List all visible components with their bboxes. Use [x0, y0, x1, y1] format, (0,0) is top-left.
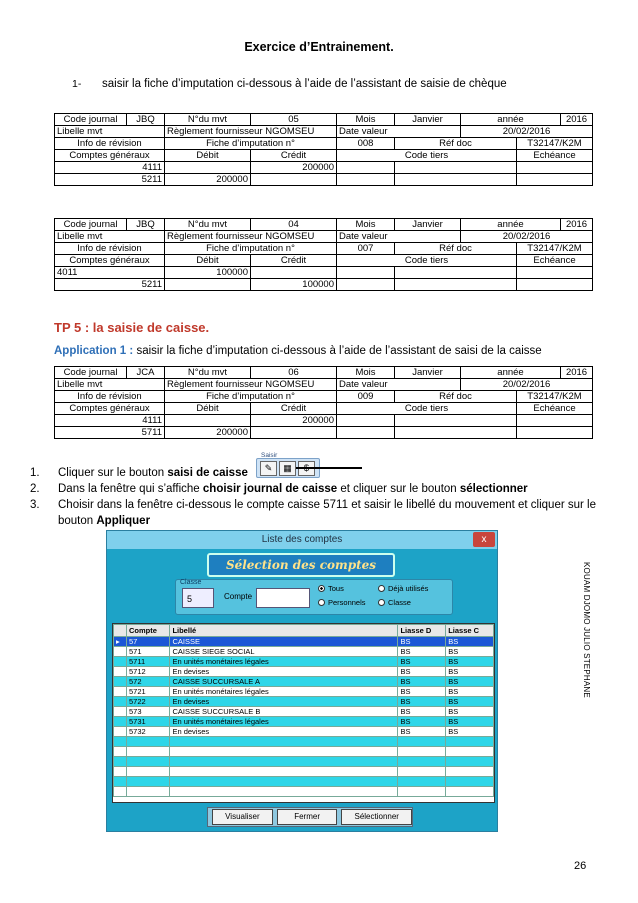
- fiche-cell: Code tiers: [337, 403, 517, 415]
- account-cell: 573: [127, 707, 170, 717]
- fiche-cell: Mois: [337, 114, 395, 126]
- step-number: 1.: [30, 467, 40, 479]
- empty-cell: [127, 757, 170, 767]
- fiche-cell: Crédit: [251, 403, 337, 415]
- fiche-cell: [517, 415, 593, 427]
- fiche-cell: 04: [251, 219, 337, 231]
- fiche-cell: Crédit: [251, 150, 337, 162]
- account-row[interactable]: [114, 687, 494, 697]
- empty-cell: [446, 757, 494, 767]
- filter-panel: [175, 579, 453, 615]
- page-title: Exercice d’Entrainement.: [244, 40, 394, 54]
- toolbar-label: Saisir: [261, 452, 278, 459]
- fiche-cell: Comptes généraux: [55, 403, 165, 415]
- fiche-row: [55, 150, 593, 162]
- fiche-cell: année: [461, 219, 561, 231]
- fiche-cell: [337, 162, 395, 174]
- account-row[interactable]: [114, 707, 494, 717]
- fiche-cell: JBQ: [127, 114, 165, 126]
- radio-label: Classe: [388, 598, 411, 607]
- fiche-cell: année: [461, 367, 561, 379]
- account-cell: 5731: [127, 717, 170, 727]
- fiche-cell: Crédit: [251, 255, 337, 267]
- fiche-row: [55, 219, 593, 231]
- account-cell: BS: [446, 717, 494, 727]
- fiche-row: [55, 255, 593, 267]
- step-text: Choisir dans la fenêtre ci-dessous le compte caisse 5711 et saisir le libellé du mouvement et cliquer sur le bouton: [58, 499, 596, 527]
- empty-cell: [170, 767, 398, 777]
- step-bold: saisi de caisse: [167, 467, 248, 479]
- grid-header: [114, 625, 494, 637]
- account-cell: 571: [127, 647, 170, 657]
- fiche-cell: 100000: [165, 267, 251, 279]
- fermer-button[interactable]: Fermer: [277, 809, 338, 825]
- empty-cell: [170, 787, 398, 797]
- account-cell: [114, 647, 127, 657]
- empty-cell: [398, 767, 446, 777]
- fiche-cell: JCA: [127, 367, 165, 379]
- empty-cell: [398, 757, 446, 767]
- classe-label: Classe: [180, 579, 202, 586]
- account-cell: 5732: [127, 727, 170, 737]
- empty-cell: [446, 767, 494, 777]
- fiche-cell: Règlement fournisseur NGOMSEU: [165, 379, 337, 391]
- fiche-cell: T32147/K2M: [517, 391, 593, 403]
- fiche-cell: [251, 267, 337, 279]
- fiche-cell: [337, 415, 395, 427]
- account-cell: [114, 687, 127, 697]
- radio-tous[interactable]: [318, 584, 344, 593]
- fiche-cell: 05: [251, 114, 337, 126]
- account-cell: En unités monétaires légales: [170, 657, 398, 667]
- step-text: Dans la fenêtre qui s’affiche: [58, 483, 203, 495]
- fiche-cell: [395, 267, 517, 279]
- step-text: Cliquer sur le bouton: [58, 467, 168, 479]
- account-row[interactable]: [114, 717, 494, 727]
- fiche-cell: Date valeur: [337, 231, 461, 243]
- fiche-cell: Mois: [337, 219, 395, 231]
- author-vertical-text: KOUAM DJOMO JULIO STEPHANE: [582, 562, 591, 698]
- account-cell: BS: [446, 697, 494, 707]
- account-cell: 572: [127, 677, 170, 687]
- fiche-cell: 200000: [165, 427, 251, 439]
- fiche-cell: Règlement fournisseur NGOMSEU: [165, 231, 337, 243]
- fiche-cell: 2016: [561, 114, 593, 126]
- account-row[interactable]: [114, 647, 494, 657]
- accounts-grid: [112, 623, 495, 803]
- fiche-cell: Fiche d’imputation n°: [165, 391, 337, 403]
- account-cell: BS: [446, 637, 494, 647]
- radio-label: Personnels: [328, 598, 366, 607]
- empty-row: [114, 777, 494, 787]
- account-cell: BS: [398, 707, 446, 717]
- fiche-cell: 5211: [55, 174, 165, 186]
- fiche-cell: [517, 267, 593, 279]
- fiche-cell: [337, 427, 395, 439]
- fiche-cell: 4011: [55, 267, 165, 279]
- empty-cell: [446, 747, 494, 757]
- fiche-cell: Comptes généraux: [55, 255, 165, 267]
- empty-cell: [127, 777, 170, 787]
- step-2: [30, 481, 600, 497]
- fiche-cell: Echéance: [517, 403, 593, 415]
- empty-cell: [114, 747, 127, 757]
- fiche-cell: 009: [337, 391, 395, 403]
- radio-label: Tous: [328, 584, 344, 593]
- fiche-cell: Code journal: [55, 219, 127, 231]
- account-cell: CAISSE SUCCURSALE B: [170, 707, 398, 717]
- fiche-row: [55, 243, 593, 255]
- fiche-cell: 5211: [55, 279, 165, 291]
- account-cell: BS: [446, 677, 494, 687]
- fiche-cell: N°du mvt: [165, 114, 251, 126]
- account-cell: BS: [398, 687, 446, 697]
- empty-row: [114, 747, 494, 757]
- fiche-row: [55, 114, 593, 126]
- fiche-row: [55, 162, 593, 174]
- fiche-cell: Code journal: [55, 367, 127, 379]
- fiche-cell: Info de révision: [55, 391, 165, 403]
- fiche-table-1: [54, 113, 593, 186]
- fiche-row: [55, 415, 593, 427]
- fiche-table-2: [54, 218, 593, 291]
- window-title: Liste des comptes: [107, 531, 497, 549]
- fiche-cell: 007: [337, 243, 395, 255]
- radio-perso[interactable]: [318, 598, 366, 607]
- fiche-cell: Echéance: [517, 150, 593, 162]
- account-cell: BS: [446, 727, 494, 737]
- fiche-cell: 20/02/2016: [461, 126, 593, 138]
- fiche-cell: Comptes généraux: [55, 150, 165, 162]
- account-cell: [114, 677, 127, 687]
- classe-input[interactable]: 5: [182, 588, 214, 608]
- account-cell: En devises: [170, 697, 398, 707]
- fiche-cell: Réf doc: [395, 138, 517, 150]
- fiche-cell: 008: [337, 138, 395, 150]
- account-cell: BS: [398, 637, 446, 647]
- fiche-cell: [251, 427, 337, 439]
- fiche-cell: 06: [251, 367, 337, 379]
- application-text: saisir la fiche d’imputation ci-dessous à l’aide de l’assistant de saisi de la caisse: [136, 345, 542, 357]
- fiche-cell: [337, 174, 395, 186]
- fiche-cell: 2016: [561, 367, 593, 379]
- fiche-cell: 20/02/2016: [461, 379, 593, 391]
- fiche-cell: Fiche d’imputation n°: [165, 243, 337, 255]
- fiche-cell: Réf doc: [395, 243, 517, 255]
- instruction-1: [72, 78, 507, 90]
- fiche-row: [55, 427, 593, 439]
- fiche-cell: [395, 279, 517, 291]
- account-cell: CAISSE SIEGE SOCIAL: [170, 647, 398, 657]
- account-cell: En unités monétaires légales: [170, 687, 398, 697]
- radio-dot-icon: [318, 585, 325, 592]
- step-text-2: et cliquer sur le bouton: [337, 483, 460, 495]
- radio-dot-icon: [378, 599, 385, 606]
- step-bold: choisir journal de caisse: [202, 483, 338, 495]
- register-icon[interactable]: ▦: [279, 461, 296, 476]
- step-number: 2.: [30, 483, 40, 495]
- fiche-row: [55, 138, 593, 150]
- fiche-cell: Débit: [165, 255, 251, 267]
- fiche-cell: 4111: [55, 415, 165, 427]
- radio-dot-icon: [378, 585, 385, 592]
- radio-dot-icon: [318, 599, 325, 606]
- empty-row: [114, 757, 494, 767]
- account-row[interactable]: [114, 697, 494, 707]
- fiche-row: [55, 391, 593, 403]
- accounts-window: [106, 530, 498, 832]
- empty-row: [114, 737, 494, 747]
- fiche-cell: JBQ: [127, 219, 165, 231]
- empty-cell: [398, 747, 446, 757]
- account-cell: BS: [398, 727, 446, 737]
- fiche-row: [55, 403, 593, 415]
- account-cell: BS: [446, 667, 494, 677]
- empty-cell: [170, 747, 398, 757]
- fiche-cell: 200000: [251, 415, 337, 427]
- account-cell: CAISSE: [170, 637, 398, 647]
- account-cell: BS: [398, 667, 446, 677]
- grid-header-cell: Liasse C: [446, 625, 494, 637]
- fiche-row: [55, 367, 593, 379]
- empty-cell: [170, 757, 398, 767]
- step-bold-2: sélectionner: [459, 483, 528, 495]
- account-cell: 5712: [127, 667, 170, 677]
- account-cell: BS: [446, 647, 494, 657]
- fiche-cell: Libelle mvt: [55, 126, 165, 138]
- empty-cell: [446, 777, 494, 787]
- fiche-cell: [517, 427, 593, 439]
- fiche-cell: [395, 427, 517, 439]
- empty-cell: [127, 767, 170, 777]
- account-cell: BS: [398, 717, 446, 727]
- account-cell: 5711: [127, 657, 170, 667]
- account-cell: BS: [398, 647, 446, 657]
- account-cell: [114, 667, 127, 677]
- fiche-cell: [395, 174, 517, 186]
- fiche-cell: Janvier: [395, 114, 461, 126]
- fiche-cell: [517, 279, 593, 291]
- fiche-cell: Date valeur: [337, 379, 461, 391]
- account-cell: [114, 697, 127, 707]
- step-number: 3.: [30, 499, 40, 511]
- instruction-text: saisir la fiche d’imputation ci-dessous à l’aide de l’assistant de saisie de chèque: [102, 78, 507, 90]
- fiche-cell: [395, 415, 517, 427]
- empty-cell: [170, 777, 398, 787]
- empty-row: [114, 787, 494, 797]
- empty-cell: [114, 767, 127, 777]
- fiche-cell: Code journal: [55, 114, 127, 126]
- grid-header-cell: Libellé: [170, 625, 398, 637]
- fiche-row: [55, 279, 593, 291]
- fiche-cell: 2016: [561, 219, 593, 231]
- window-buttons: [207, 807, 413, 827]
- account-row[interactable]: [114, 677, 494, 687]
- fiche-row: [55, 174, 593, 186]
- fiche-cell: Code tiers: [337, 150, 517, 162]
- account-cell: [114, 727, 127, 737]
- fiche-cell: [165, 279, 251, 291]
- fiche-cell: [165, 415, 251, 427]
- account-cell: 5722: [127, 697, 170, 707]
- fiche-cell: Janvier: [395, 219, 461, 231]
- fiche-cell: T32147/K2M: [517, 138, 593, 150]
- empty-cell: [446, 737, 494, 747]
- empty-cell: [114, 737, 127, 747]
- fiche-cell: 5711: [55, 427, 165, 439]
- fiche-cell: Info de révision: [55, 138, 165, 150]
- fiche-cell: N°du mvt: [165, 219, 251, 231]
- empty-cell: [114, 757, 127, 767]
- step-1: [30, 465, 600, 481]
- fiche-cell: [337, 279, 395, 291]
- fiche-cell: [517, 174, 593, 186]
- account-cell: En unités monétaires légales: [170, 717, 398, 727]
- step-3: [30, 497, 600, 529]
- empty-cell: [114, 787, 127, 797]
- radio-classe[interactable]: [378, 598, 411, 607]
- fiche-cell: [395, 162, 517, 174]
- edit-icon[interactable]: ✎: [260, 461, 277, 476]
- empty-cell: [114, 777, 127, 787]
- page-number: 26: [574, 860, 587, 872]
- account-row[interactable]: [114, 667, 494, 677]
- fiche-cell: Débit: [165, 150, 251, 162]
- fiche-cell: année: [461, 114, 561, 126]
- fiche-cell: Date valeur: [337, 126, 461, 138]
- grid-header-cell: Liasse D: [398, 625, 446, 637]
- account-cell: BS: [446, 657, 494, 667]
- account-cell: 5721: [127, 687, 170, 697]
- radio-deja[interactable]: [378, 584, 428, 593]
- account-cell: 57: [127, 637, 170, 647]
- empty-cell: [127, 787, 170, 797]
- account-row[interactable]: [114, 727, 494, 737]
- fiche-cell: Libelle mvt: [55, 231, 165, 243]
- fiche-cell: 200000: [251, 162, 337, 174]
- fiche-row: [55, 267, 593, 279]
- fiche-table-3: [54, 366, 593, 439]
- empty-row: [114, 767, 494, 777]
- fiche-cell: 4111: [55, 162, 165, 174]
- account-row[interactable]: [114, 657, 494, 667]
- fiche-cell: Code tiers: [337, 255, 517, 267]
- fiche-cell: [165, 162, 251, 174]
- account-cell: CAISSE SUCCURSALE A: [170, 677, 398, 687]
- fiche-row: [55, 231, 593, 243]
- fiche-cell: [517, 162, 593, 174]
- visualiser-button[interactable]: Visualiser: [212, 809, 273, 825]
- account-cell: [114, 717, 127, 727]
- empty-cell: [446, 787, 494, 797]
- fiche-cell: Janvier: [395, 367, 461, 379]
- empty-cell: [170, 737, 398, 747]
- application-label: Application 1 :: [54, 345, 134, 357]
- fiche-cell: Echéance: [517, 255, 593, 267]
- account-row[interactable]: [114, 637, 494, 647]
- section-heading-tp5: TP 5 : la saisie de caisse.: [54, 320, 210, 335]
- fiche-cell: Débit: [165, 403, 251, 415]
- empty-cell: [398, 737, 446, 747]
- fiche-cell: Info de révision: [55, 243, 165, 255]
- account-cell: En devises: [170, 667, 398, 677]
- fiche-cell: [251, 174, 337, 186]
- grid-header-cell: [114, 625, 127, 637]
- empty-cell: [127, 747, 170, 757]
- fiche-cell: 100000: [251, 279, 337, 291]
- account-cell: BS: [398, 697, 446, 707]
- account-cell: BS: [446, 707, 494, 717]
- fiche-cell: Libelle mvt: [55, 379, 165, 391]
- fiche-cell: Mois: [337, 367, 395, 379]
- account-cell: BS: [398, 657, 446, 667]
- empty-cell: [398, 787, 446, 797]
- fiche-cell: Fiche d’imputation n°: [165, 138, 337, 150]
- fiche-cell: [337, 267, 395, 279]
- fiche-cell: Réf doc: [395, 391, 517, 403]
- steps-list: [30, 465, 600, 529]
- account-cell: [114, 657, 127, 667]
- fiche-row: [55, 126, 593, 138]
- account-cell: En devises: [170, 727, 398, 737]
- selectionner-button[interactable]: Sélectionner: [341, 809, 412, 825]
- empty-cell: [127, 737, 170, 747]
- step-bold: Appliquer: [96, 515, 151, 527]
- compte-input[interactable]: [256, 588, 310, 608]
- account-cell: [114, 707, 127, 717]
- instruction-number: 1-: [72, 78, 82, 90]
- close-button[interactable]: x: [473, 532, 495, 547]
- fiche-cell: 200000: [165, 174, 251, 186]
- radio-label: Déjà utilisés: [388, 584, 429, 593]
- account-cell: ▸: [114, 637, 127, 647]
- fiche-cell: N°du mvt: [165, 367, 251, 379]
- fiche-cell: T32147/K2M: [517, 243, 593, 255]
- account-cell: BS: [398, 677, 446, 687]
- account-cell: BS: [446, 687, 494, 697]
- empty-cell: [398, 777, 446, 787]
- grid-header-cell: Compte: [127, 625, 170, 637]
- window-banner: Sélection des comptes: [207, 553, 395, 577]
- fiche-cell: 20/02/2016: [461, 231, 593, 243]
- compte-label: Compte: [224, 592, 253, 601]
- fiche-cell: Règlement fournisseur NGOMSEU: [165, 126, 337, 138]
- application-1: [54, 345, 542, 357]
- fiche-row: [55, 379, 593, 391]
